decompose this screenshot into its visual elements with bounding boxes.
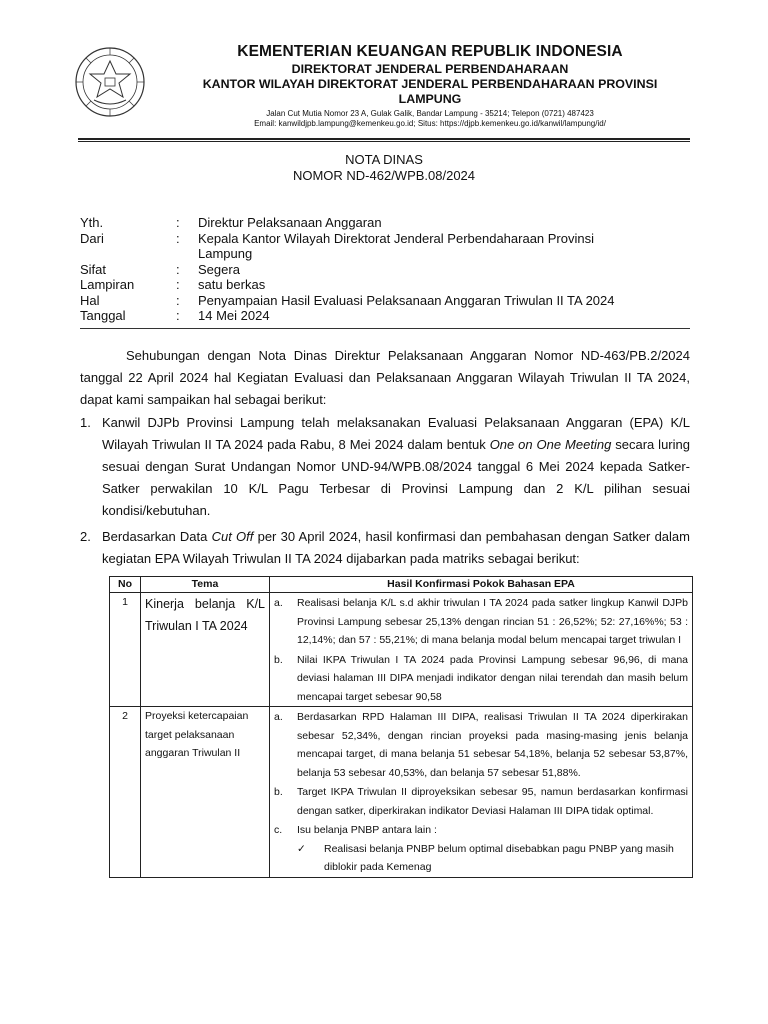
meta-key: Yth. (80, 215, 104, 230)
column-header: Tema (141, 577, 270, 593)
directorate-name: DIREKTORAT JENDERAL PERBENDAHARAAN (291, 62, 569, 76)
finding-item (274, 650, 688, 707)
finding-text: Target IKPA Triwulan II diproyeksikan sebesar 95, namun berdasarkan konfirmasi dengan satker, diperkirakan indikator Deviasi Halaman III DIPA tidak optimal. (297, 786, 688, 817)
meta-key: Lampiran (80, 277, 135, 292)
letterhead (160, 42, 700, 129)
finding-letter: a. (274, 597, 283, 609)
finding-text: Isu belanja PNBP antara lain : (297, 824, 437, 836)
row-number: 2 (110, 707, 141, 878)
kemenkeu-emblem-icon (72, 44, 148, 120)
meta-key: Sifat (80, 261, 107, 277)
meta-sep: : (176, 261, 180, 277)
list-number: 2. (80, 529, 91, 544)
meta-sep: : (176, 230, 180, 246)
meta-row-hal (80, 293, 648, 309)
office-address: Jalan Cut Mutia Nomor 23 A, Gulak Galik, Bandar Lampung - 35214; Telepon (0721) 487423 (266, 109, 594, 118)
meta-value: satu berkas (198, 277, 266, 292)
meta-row-sifat (80, 262, 648, 278)
ministry-name: KEMENTERIAN KEUANGAN REPUBLIK INDONESIA (237, 43, 623, 60)
meta-value: Segera (198, 261, 240, 277)
row-theme: Proyeksi ketercapaian target pelaksanaan anggaran Triwulan II (141, 707, 270, 878)
office-name: KANTOR WILAYAH DIREKTORAT JENDERAL PERBENDAHARAAN PROVINSI (202, 77, 658, 91)
list-text-emphasis: Cut Off (211, 529, 254, 544)
column-header: Hasil Konfirmasi Pokok Bahasan EPA (270, 577, 693, 593)
finding-subitem (274, 840, 688, 877)
list-item (80, 412, 690, 522)
meta-value: Penyampaian Hasil Evaluasi Pelaksanaan Anggaran Triwulan II TA 2024 (198, 292, 615, 308)
meta-row-tanggal (80, 308, 648, 324)
finding-letter: b. (274, 786, 283, 798)
office-name-cont: LAMPUNG (398, 92, 462, 106)
table-row (110, 593, 693, 707)
finding-text: Berdasarkan RPD Halaman III DIPA, realisasi Triwulan II TA 2024 diperkirakan sebesar 52,34%, dengan rincian proyeksi pada masing-masing jenis belanja mencapai target, di mana belanja 51 sebesar 54,18%, belanja 52 sebesar 53,87%, belanja 53 sebesar 40,53%, dan belanja 57 sebesar 51,88%. (297, 711, 688, 779)
meta-value: 14 Mei 2024 (198, 308, 270, 323)
meta-key: Tanggal (80, 308, 126, 323)
meta-sep: : (176, 215, 180, 230)
finding-letter: a. (274, 711, 283, 723)
finding-letter: b. (274, 653, 283, 666)
finding-item (274, 707, 688, 782)
list-text (102, 412, 690, 522)
list-text-part: Berdasarkan Data (102, 529, 212, 544)
meta-divider (80, 328, 690, 329)
row-findings (270, 707, 693, 878)
meta-row-lampiran (80, 277, 648, 293)
finding-text: Realisasi belanja K/L s.d akhir triwulan I TA 2024 pada satker lingkup Kanwil DJPb Provinsi Lampung sebesar 25,13% dengan rincian 51 : 26,52%; 52: 27,16%%; 53 : 12,14%; dan 57 : 55,21%; di mana belanja modal belum mencapai target triwulan I (297, 597, 688, 646)
list-number: 1. (80, 415, 91, 430)
intro-paragraph: Sehubungan dengan Nota Dinas Direktur Pelaksanaan Anggaran Nomor ND-463/PB.2/2024 tanggal 22 April 2024 hal Kegiatan Evaluasi dan Pelaksanaan Anggaran Wilayah Triwulan II TA 2024, dapat kami sampaikan hal sebagai berikut: (80, 348, 690, 407)
letterhead-rule (78, 138, 690, 140)
list-item (80, 526, 690, 570)
finding-subitem-text: Realisasi belanja PNBP belum optimal disebabkan pagu PNBP yang masih diblokir pada Kemenag (324, 842, 674, 873)
finding-text: Nilai IKPA Triwulan I TA 2024 pada Provinsi Lampung sebesar 96,96, di mana deviasi halaman III DIPA menjadi indikator dengan nilai terendah dan masih belum mencapai target sebesar 90,58 (297, 653, 688, 703)
meta-row-dari (80, 231, 648, 262)
meta-key: Dari (80, 230, 104, 246)
meta-sep: : (176, 308, 180, 323)
list-text-emphasis: One on One Meeting (489, 437, 612, 452)
document-title (0, 152, 768, 184)
finding-item (274, 782, 688, 820)
table-header-row (110, 577, 693, 593)
finding-letter: c. (274, 824, 283, 836)
meta-sep: : (176, 277, 180, 292)
office-contact: Email: kanwildjpb.lampung@kemenkeu.go.id; Situs: https://djpb.kemenkeu.go.id/kanwil/lampung/id/ (254, 119, 606, 128)
table-row (110, 707, 693, 878)
row-number: 1 (110, 593, 141, 707)
column-header: No (110, 577, 141, 593)
list-text-part: Kanwil DJPb Provinsi Lampung telah melaksanakan Evaluasi Pelaksanaan Anggaran (EPA) K/L Wilayah Triwulan II TA 2024 pada Rabu, 8 Mei 2024 dalam bentuk (102, 415, 690, 452)
meta-key: Hal (80, 292, 100, 308)
memo-body (80, 345, 690, 570)
meta-row-yth (80, 215, 648, 231)
document-type: NOTA DINAS (345, 152, 423, 167)
letterhead-rule-thin (78, 141, 690, 142)
checkmark-icon: ✓ (297, 842, 306, 855)
epa-matrix-table (109, 576, 693, 878)
list-text-part: per 30 April 2024, hasil konfirmasi dan pembahasan dengan Satker dalam kegiatan EPA Wilayah Triwulan II TA 2024 dijabarkan pada matriks sebagai berikut: (102, 529, 690, 566)
row-findings (270, 593, 693, 707)
row-theme: Kinerja belanja K/L Triwulan I TA 2024 (141, 593, 270, 707)
finding-item (274, 593, 688, 650)
meta-sep: : (176, 292, 180, 308)
finding-item (274, 820, 688, 840)
memo-meta (80, 215, 648, 324)
document-number: NOMOR ND-462/WPB.08/2024 (292, 168, 476, 183)
list-text (102, 526, 690, 570)
list-text-part: secara luring sesuai dengan Surat Undangan Nomor UND-94/WPB.08/2024 tanggal 6 Mei 2024 kepada Satker-Satker perwakilan 10 K/L Pagu Terbesar di Provinsi Lampung dan 2 K/L pilihan sesuai kondisi/kebutuhan. (102, 437, 690, 518)
meta-value: Direktur Pelaksanaan Anggaran (198, 215, 382, 230)
meta-value: Kepala Kantor Wilayah Direktorat Jenderal Perbendaharaan Provinsi Lampung (198, 230, 594, 261)
